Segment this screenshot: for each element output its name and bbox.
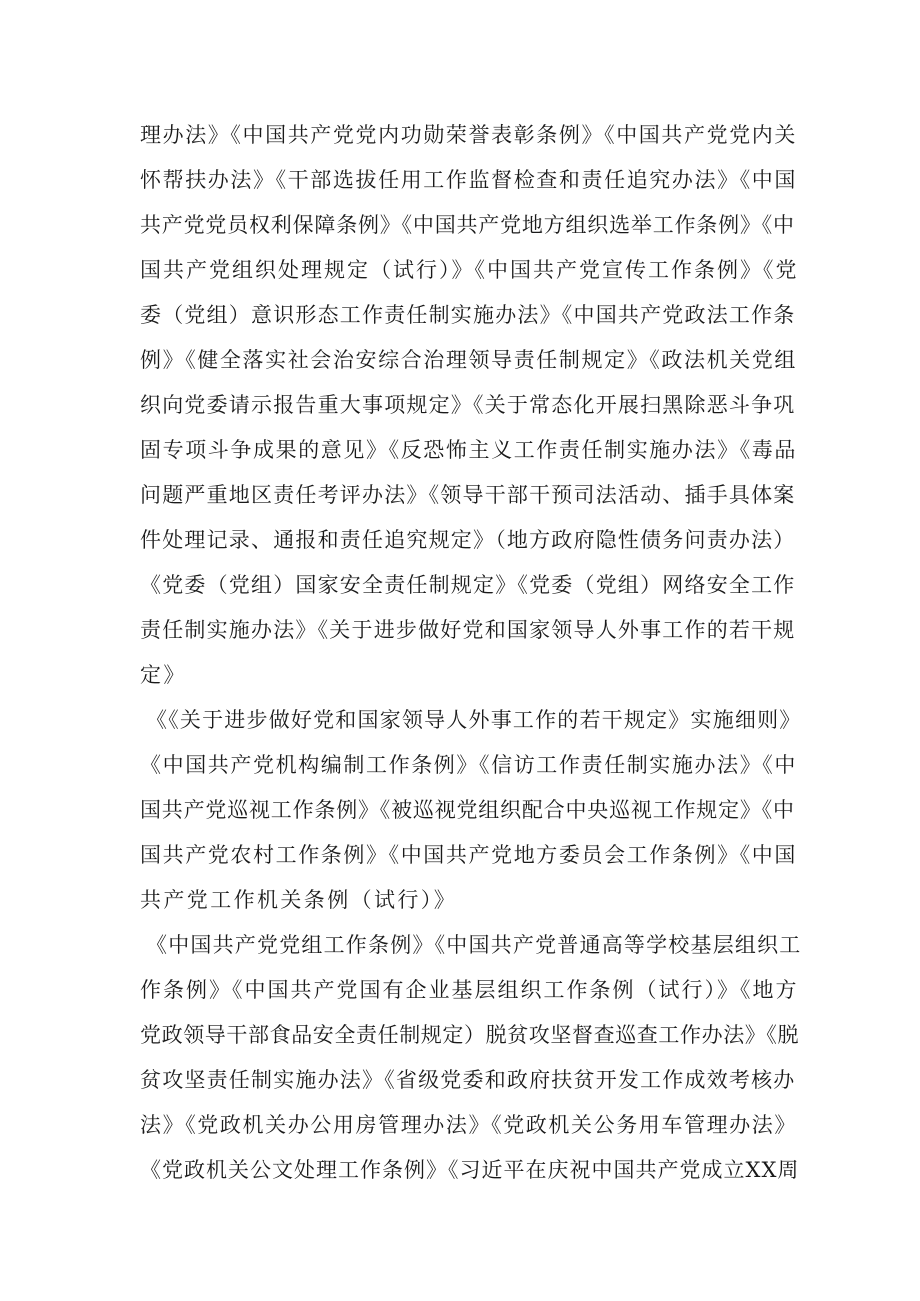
text-line: 法》《党政机关办公用房管理办法》《党政机关公务用车管理办法》 <box>140 1113 797 1137</box>
text-line: 《中国共产党机构编制工作条例》《信访工作责任制实施办法》《中 <box>140 753 797 777</box>
text-line: 例》《健全落实社会治安综合治理领导责任制规定》《政法机关党组 <box>140 348 797 372</box>
text-line: 《党政机关公文处理工作条例》《习近平在庆祝中国共产党成立XX周 <box>140 1158 800 1182</box>
paragraph-start-line: 《《关于进步做好党和国家领导人外事工作的若干规定》实施细则》 <box>146 708 802 732</box>
text-line: 国共产党农村工作条例》《中国共产党地方委员会工作条例》《中国 <box>140 843 797 867</box>
text-line: 委（党组）意识形态工作责任制实施办法》《中国共产党政法工作条 <box>140 303 796 327</box>
text-line: 共产党工作机关条例（试行）》 <box>140 888 458 912</box>
text-line: 作条例》《中国共产党国有企业基层组织工作条例（试行）》《地方 <box>140 978 799 1002</box>
text-line: 织向党委请示报告重大事项规定》《关于常态化开展扫黑除恶斗争巩 <box>140 393 796 417</box>
text-line: 贫攻坚责任制实施办法》《省级党委和政府扶贫开发工作成效考核办 <box>140 1068 796 1092</box>
text-line: 《党委（党组）国家安全责任制规定》《党委（党组）网络安全工作 <box>140 573 796 597</box>
paragraph-start-line: 《中国共产党党组工作条例》《中国共产党普通高等学校基层组织工 <box>146 933 802 957</box>
text-line: 国共产党巡视工作条例》《被巡视党组织配合中央巡视工作规定》《中 <box>140 798 795 822</box>
text-line: 件处理记录、通报和责任追究规定》（地方政府隐性债务问责办法） <box>140 528 796 552</box>
text-line: 定》 <box>140 663 187 687</box>
text-line: 责任制实施办法》《关于进步做好党和国家领导人外事工作的若干规 <box>140 618 796 642</box>
text-line: 问题严重地区责任考评办法》《领导干部干预司法活动、插手具体案 <box>140 483 796 507</box>
text-line: 固专项斗争成果的意见》《反恐怖主义工作责任制实施办法》《毒品 <box>140 438 797 462</box>
text-line: 党政领导干部食品安全责任制规定）脱贫攻坚督查巡查工作办法》《脱 <box>140 1023 800 1047</box>
text-line: 共产党党员权利保障条例》《中国共产党地方组织选举工作条例》《中 <box>140 213 795 237</box>
text-line: 怀帮扶办法》《干部选拔任用工作监督检查和责任追究办法》《中国 <box>140 168 797 192</box>
text-line: 国共产党组织处理规定（试行）》《中国共产党宣传工作条例》《党 <box>140 258 799 282</box>
text-line: 理办法》《中国共产党党内功勋荣誉表彰条例》《中国共产党党内关 <box>140 123 797 147</box>
